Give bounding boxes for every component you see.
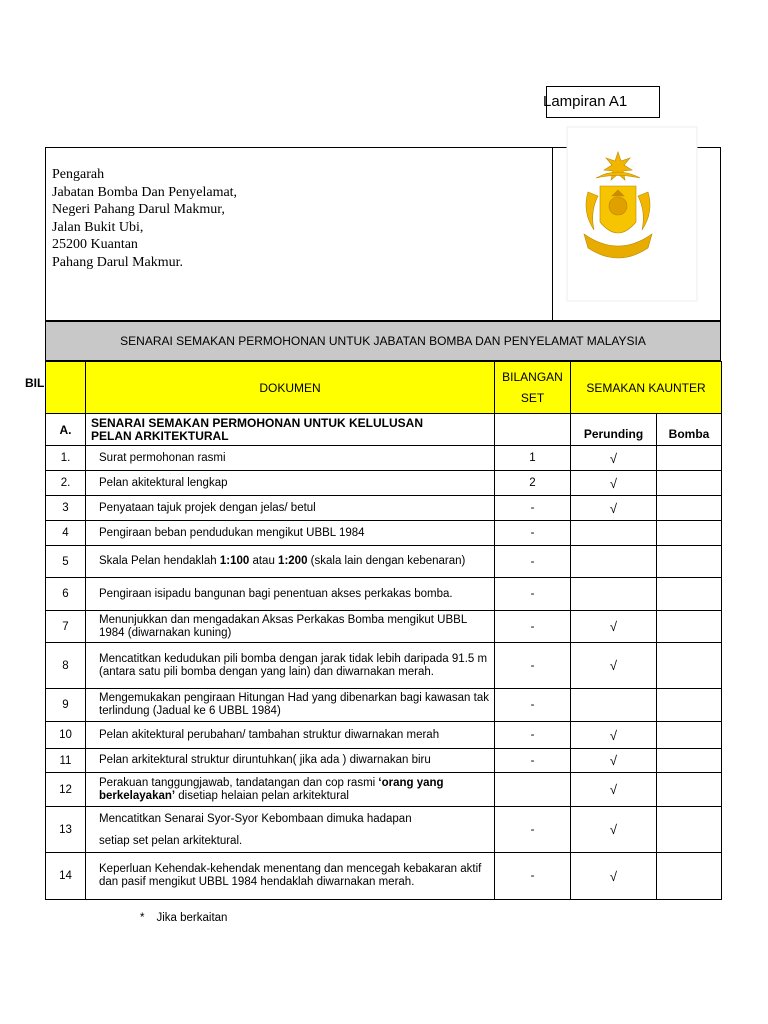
row-bomba-check — [657, 689, 722, 722]
row-document: Pengiraan beban pendudukan mengikut UBBL 1984 — [86, 521, 495, 546]
row-set: - — [495, 853, 571, 900]
logo-divider — [552, 147, 553, 321]
row-set: 1 — [495, 446, 571, 471]
row-document: Mengemukakan pengiraan Hitungan Had yang dibenarkan bagi kawasan tak terlindung (Jadual ke 6 UBBL 1984) — [86, 689, 495, 722]
orang-berkelayakan: ‘orang yang berkelayakan’ — [99, 776, 444, 802]
row-perunding-check: √ — [571, 722, 657, 749]
row-number: 2. — [46, 471, 86, 496]
bilangan-set-header — [495, 362, 571, 414]
checklist-title: SENARAI SEMAKAN PERMOHONAN UNTUK JABATAN BOMBA DAN PENYELAMAT MALAYSIA — [45, 321, 721, 361]
address-block — [52, 166, 237, 272]
doc-part: disetiap helaian pelan arkitektural — [175, 789, 349, 802]
table-row — [46, 521, 722, 546]
row-set: 2 — [495, 471, 571, 496]
table-row — [46, 446, 722, 471]
address-line: 25200 Kuantan — [52, 237, 138, 253]
scale-1-200: 1:200 — [278, 555, 308, 567]
row-bomba-check — [657, 773, 722, 807]
bil-header: BIL — [25, 376, 45, 390]
row-set: - — [495, 521, 571, 546]
row-number: 11 — [46, 749, 86, 773]
row-number: 4 — [46, 521, 86, 546]
row-set — [495, 773, 571, 807]
address-line: Pahang Darul Makmur. — [52, 254, 184, 270]
row-bomba-check — [657, 611, 722, 643]
row-document: Menunjukkan dan mengadakan Aksas Perkakas Bomba mengikut UBBL 1984 (diwarnakan kuning) — [86, 611, 495, 643]
row-document: Penyataan tajuk projek dengan jelas/ betul — [86, 496, 495, 521]
bomba-crest-icon — [566, 126, 698, 302]
row-number: 9 — [46, 689, 86, 722]
row-number: 7 — [46, 611, 86, 643]
row-perunding-check: √ — [571, 807, 657, 853]
row-perunding-check — [571, 521, 657, 546]
row-perunding-check: √ — [571, 773, 657, 807]
row-perunding-check: √ — [571, 471, 657, 496]
section-title-line: SENARAI SEMAKAN PERMOHONAN UNTUK KELULUSAN — [91, 415, 424, 430]
address-line: Pengarah — [52, 167, 105, 182]
row-bomba-check — [657, 749, 722, 773]
row-set: - — [495, 611, 571, 643]
doc-part: Perakuan tanggungjawab, tandatangan dan cop rasmi — [99, 776, 379, 789]
table-row — [46, 471, 722, 496]
dokumen-header: DOKUMEN — [86, 362, 495, 414]
bil-header-cell — [46, 362, 86, 414]
checklist-table — [45, 361, 722, 900]
row-number: 12 — [46, 773, 86, 807]
row-bomba-check — [657, 521, 722, 546]
doc-line: setiap set pelan arkitektural. — [99, 834, 243, 847]
row-bomba-check — [657, 807, 722, 853]
row-document — [86, 773, 495, 807]
row-perunding-check — [571, 546, 657, 578]
table-row — [46, 749, 722, 773]
address-line: Negeri Pahang Darul Makmur, — [52, 202, 225, 218]
row-set: - — [495, 689, 571, 722]
section-title — [86, 414, 495, 446]
row-number: 10 — [46, 722, 86, 749]
table-row — [46, 689, 722, 722]
address-line: Jabatan Bomba Dan Penyelamat, — [52, 184, 238, 200]
row-document — [86, 546, 495, 578]
row-document — [86, 807, 495, 853]
table-row — [46, 722, 722, 749]
bomba-header: Bomba — [657, 414, 722, 446]
row-set: - — [495, 807, 571, 853]
row-bomba-check — [657, 722, 722, 749]
scale-1-100: 1:100 — [219, 555, 250, 567]
section-letter: A. — [46, 414, 86, 446]
row-bomba-check — [657, 578, 722, 611]
bilangan-header: BILANGAN — [502, 369, 563, 384]
row-document: Mencatitkan kedudukan pili bomba dengan jarak tidak lebih daripada 91.5 m (antara satu pili bomba dengan yang lain) dan diwarnakan merah. — [86, 643, 495, 689]
footnote-text: Jika berkaitan — [156, 912, 228, 924]
row-set: - — [495, 578, 571, 611]
row-number: 1. — [46, 446, 86, 471]
row-bomba-check — [657, 546, 722, 578]
set-header: SET — [520, 390, 545, 405]
row-number: 14 — [46, 853, 86, 900]
row-bomba-check — [657, 496, 722, 521]
table-row — [46, 773, 722, 807]
row-number: 13 — [46, 807, 86, 853]
row-number: 3 — [46, 496, 86, 521]
row-number: 8 — [46, 643, 86, 689]
row-perunding-check — [571, 578, 657, 611]
row-bomba-check — [657, 853, 722, 900]
table-row — [46, 578, 722, 611]
lampiran-label: Lampiran A1 — [546, 86, 660, 118]
row-number: 6 — [46, 578, 86, 611]
row-set: - — [495, 749, 571, 773]
footnote-star: * — [140, 912, 145, 924]
row-perunding-check: √ — [571, 446, 657, 471]
row-set: - — [495, 496, 571, 521]
address-line: Jalan Bukit Ubi, — [52, 219, 144, 235]
table-row — [46, 546, 722, 578]
row-number: 5 — [46, 546, 86, 578]
doc-part: atau — [249, 555, 279, 567]
row-document: Surat permohonan rasmi — [86, 446, 495, 471]
table-row — [46, 611, 722, 643]
row-bomba-check — [657, 643, 722, 689]
section-set-cell — [495, 414, 571, 446]
row-perunding-check: √ — [571, 496, 657, 521]
row-perunding-check: √ — [571, 643, 657, 689]
row-set: - — [495, 643, 571, 689]
row-perunding-check: √ — [571, 611, 657, 643]
table-row — [46, 853, 722, 900]
row-document: Pelan akitektural perubahan/ tambahan struktur diwarnakan merah — [86, 722, 495, 749]
doc-part: (skala lain dengan kebenaran) — [307, 555, 466, 567]
table-row — [46, 643, 722, 689]
perunding-header: Perunding — [571, 414, 657, 446]
row-document: Pelan arkitektural struktur diruntuhkan( jika ada ) diwarnakan biru — [86, 749, 495, 773]
doc-line: Mencatitkan Senarai Syor-Syor Kebombaan dimuka hadapan — [99, 812, 412, 825]
row-set: - — [495, 546, 571, 578]
row-perunding-check: √ — [571, 749, 657, 773]
table-row — [46, 496, 722, 521]
semakan-header: SEMAKAN KAUNTER — [571, 362, 722, 414]
row-perunding-check — [571, 689, 657, 722]
row-set: - — [495, 722, 571, 749]
row-perunding-check: √ — [571, 853, 657, 900]
row-document: Keperluan Kehendak-kehendak menentang dan mencegah kebakaran aktif dan pasif mengikut UBBL 1984 hendaklah diwarnakan merah. — [86, 853, 495, 900]
row-document: Pelan akitektural lengkap — [86, 471, 495, 496]
row-document: Pengiraan isipadu bangunan bagi penentuan akses perkakas bomba. — [86, 578, 495, 611]
section-title-line: PELAN ARKITEKTURAL — [91, 428, 229, 443]
row-bomba-check — [657, 446, 722, 471]
row-bomba-check — [657, 471, 722, 496]
table-row — [46, 807, 722, 853]
footnote — [140, 912, 227, 924]
doc-part: Skala Pelan hendaklah — [99, 555, 220, 567]
